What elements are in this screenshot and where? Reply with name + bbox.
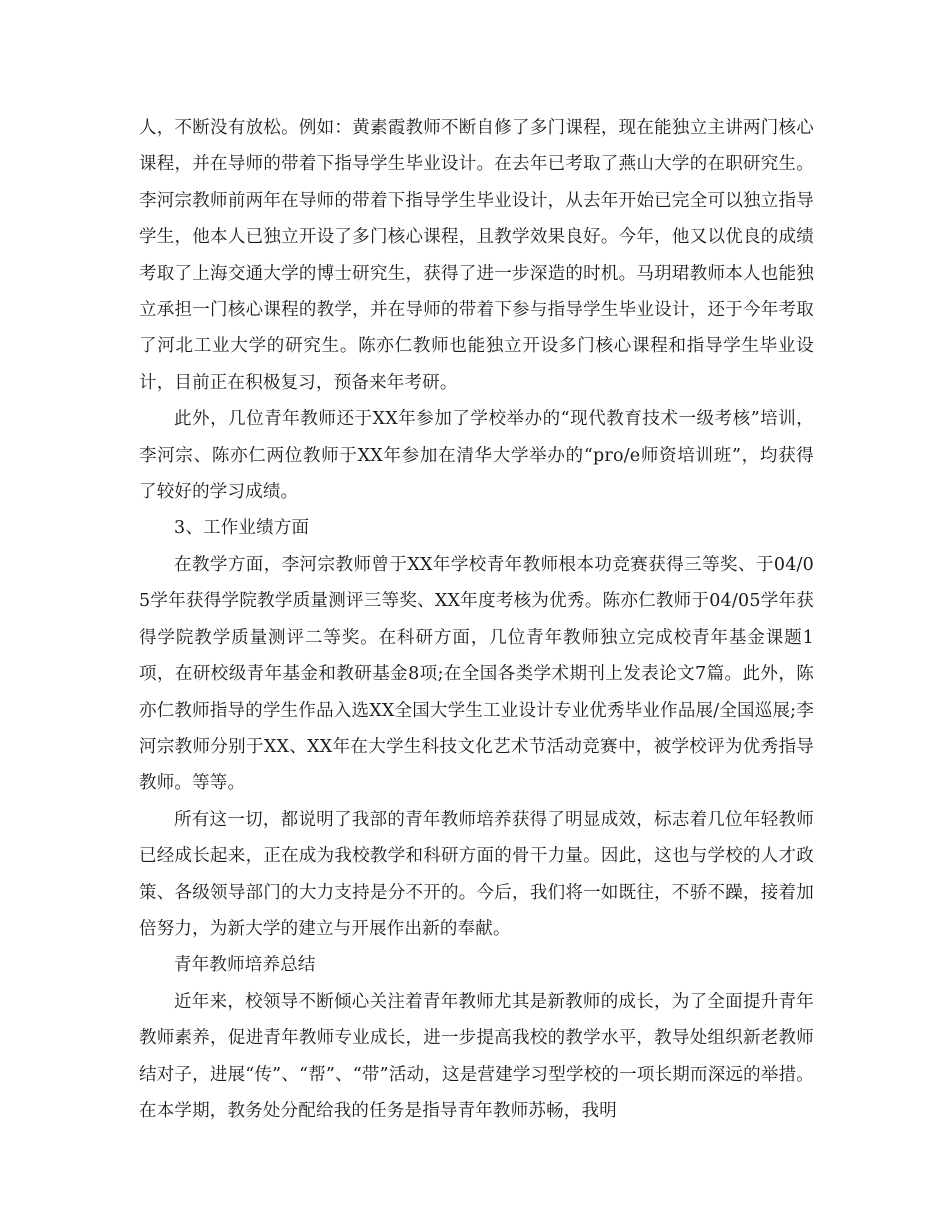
paragraph-4: 所有这一切，都说明了我部的青年教师培养获得了明显成效，标志着几位年轻教师已经成长起来，正在成为我校教学和科研方面的骨干力量。因此，这也与学校的人才政策、各级领导部门的大力支持是分不开的。今后，我们将一如既往，不骄不躁，接着加倍努力，为新大学的建立与开展作出新的奉献。	[139, 809, 814, 939]
paragraph-1: 人，不断没有放松。例如：黄素霞教师不断自修了多门课程，现在能独立主讲两门核心课程，并在导师的带着下指导学生毕业设计。在去年已考取了燕山大学的在职研究生。李河宗教师前两年在导师的带着下指导学生毕业设计，从去年开始已完全可以独立指导学生，他本人已独立开设了多门核心课程，且教学效果良好。今年，他又以优良的成绩考取了上海交通大学的博士研究生，获得了进一步深造的时机。马玥珺教师本人也能独立承担一门核心课程的教学，并在导师的带着下参与指导学生毕业设计，还于今年考取了河北工业大学的研究生。陈亦仁教师也能独立开设多门核心课程和指导学生毕业设计，目前正在积极复习，预备来年考研。	[139, 118, 814, 393]
section-heading-summary: 青年教师培养总结	[174, 955, 316, 976]
paragraph-5: 近年来，校领导不断倾心关注着青年教师尤其是新教师的成长，为了全面提升青年教师素养，促进青年教师专业成长，进一步提高我校的教学水平，教导处组织新老教师结对子，进展“传”、“帮”、“带”活动，这是营建学习型学校的一项长期而深远的举措。在本学期，教务处分配给我的任务是指导青年教师苏畅，我明	[139, 991, 814, 1121]
paragraph-3: 在教学方面，李河宗教师曾于XX年学校青年教师根本功竞赛获得三等奖、于04/05学年获得学院教学质量测评三等奖、XX年度考核为优秀。陈亦仁教师于04/05学年获得学院教学质量测评二等奖。在科研方面，几位青年教师独立完成校青年基金课题1项，在研校级青年基金和教研基金8项;在全国各类学术期刊上发表论文7篇。此外，陈亦仁教师指导的学生作品入选XX全国大学生工业设计专业优秀毕业作品展/全国巡展;李河宗教师分别于XX、XX年在大学生科技文化艺术节活动竞赛中，被学校评为优秀指导教师。等等。	[139, 554, 814, 794]
section-heading-work-performance: 3、工作业绩方面	[174, 518, 310, 539]
paragraph-2: 此外，几位青年教师还于XX年参加了学校举办的“现代教育技术一级考核”培训，李河宗、陈亦仁两位教师于XX年参加在清华大学举办的“pro/e师资培训班”，均获得了较好的学习成绩。	[139, 409, 814, 503]
document-body	[139, 110, 814, 1129]
